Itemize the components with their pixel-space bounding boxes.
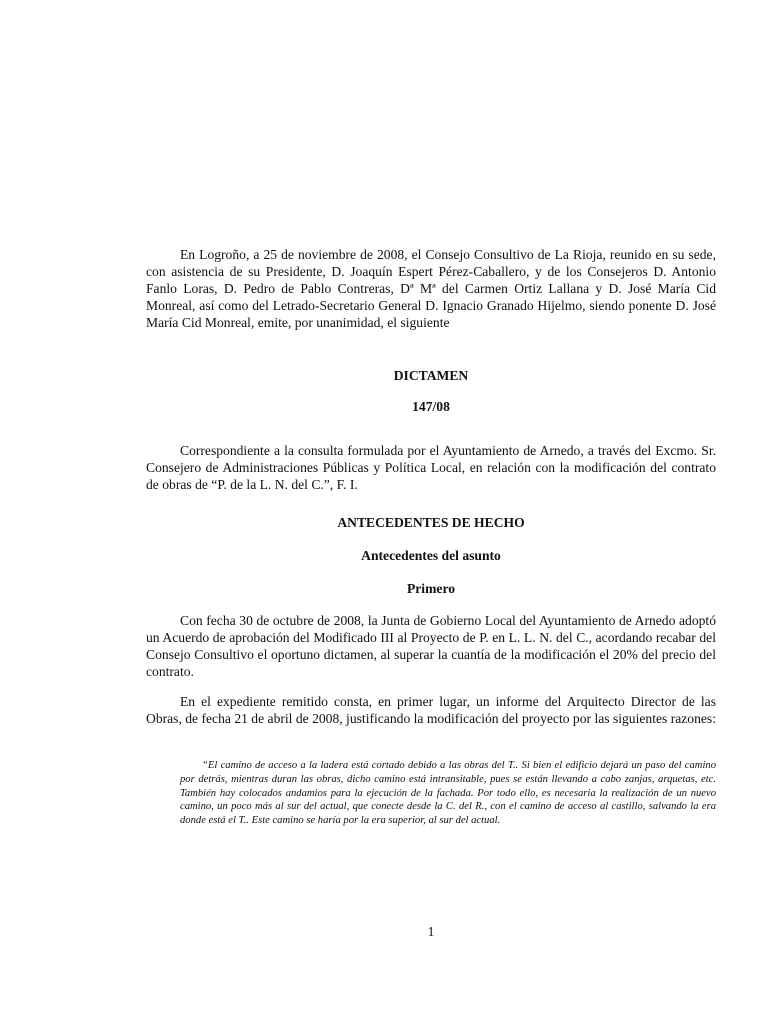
- page-number: 1: [427, 924, 435, 939]
- subsection-heading: Antecedentes del asunto: [361, 548, 501, 563]
- intro-paragraph: En Logroño, a 25 de noviembre de 2008, el Consejo Consultivo de La Rioja, reunido en su sede, con asistencia de su Presidente, D. Joaquín Espert Pérez-Caballero, y de los Consejeros D. Antonio Fanlo Loras, D. Pedro de Pablo Contreras, Dª Mª del Carmen Ortiz Lallana y D. José María Cid Monreal, así como del Letrado-Secretario General D. Ignacio Granado Hijelmo, siendo ponente D. José María Cid Monreal, emite, por unanimidad, el siguiente: [146, 247, 716, 330]
- dictamen-number: 147/08: [412, 399, 450, 414]
- dictamen-title: DICTAMEN: [393, 368, 469, 383]
- ordinal-heading: Primero: [406, 581, 456, 596]
- section-heading: ANTECEDENTES DE HECHO: [337, 515, 525, 530]
- paragraph-primero: Con fecha 30 de octubre de 2008, la Junta de Gobierno Local del Ayuntamiento de Arnedo adoptó un Acuerdo de aprobación del Modificado III al Proyecto de P. en L. L. N. del C., acordando recabar del Consejo Consultivo el oportuno dictamen, al superar la cuantía de la modificación el 20% del precio del contrato.: [146, 613, 716, 679]
- architect-report-quote: “El camino de acceso a la ladera está cortado debido a las obras del T.. Si bien el edificio dejará un paso del camino por detrás, mientras duran las obras, dicho camino está intransitable, pues se están llevando a cabo zanjas, arquetas, etc. También hay colocados andamios para la ejecución de la fachada. Por todo ello, es necesaria la realización de un nuevo camino, un poco más al sur del actual, que conecte desde la C. del R., con el camino de acceso al castillo, salvando la era donde está el T.. Este camino se haría por la era superior, al sur del actual.: [180, 760, 716, 827]
- paragraph-expediente: En el expediente remitido consta, en primer lugar, un informe del Arquitecto Director de las Obras, de fecha 21 de abril de 2008, justificando la modificación del proyecto por las siguientes razones:: [146, 694, 716, 726]
- subject-paragraph: Correspondiente a la consulta formulada por el Ayuntamiento de Arnedo, a través del Excmo. Sr. Consejero de Administraciones Públicas y Política Local, en relación con la modificación del contrato de obras de “P. de la L. N. del C.”, F. I.: [146, 443, 716, 492]
